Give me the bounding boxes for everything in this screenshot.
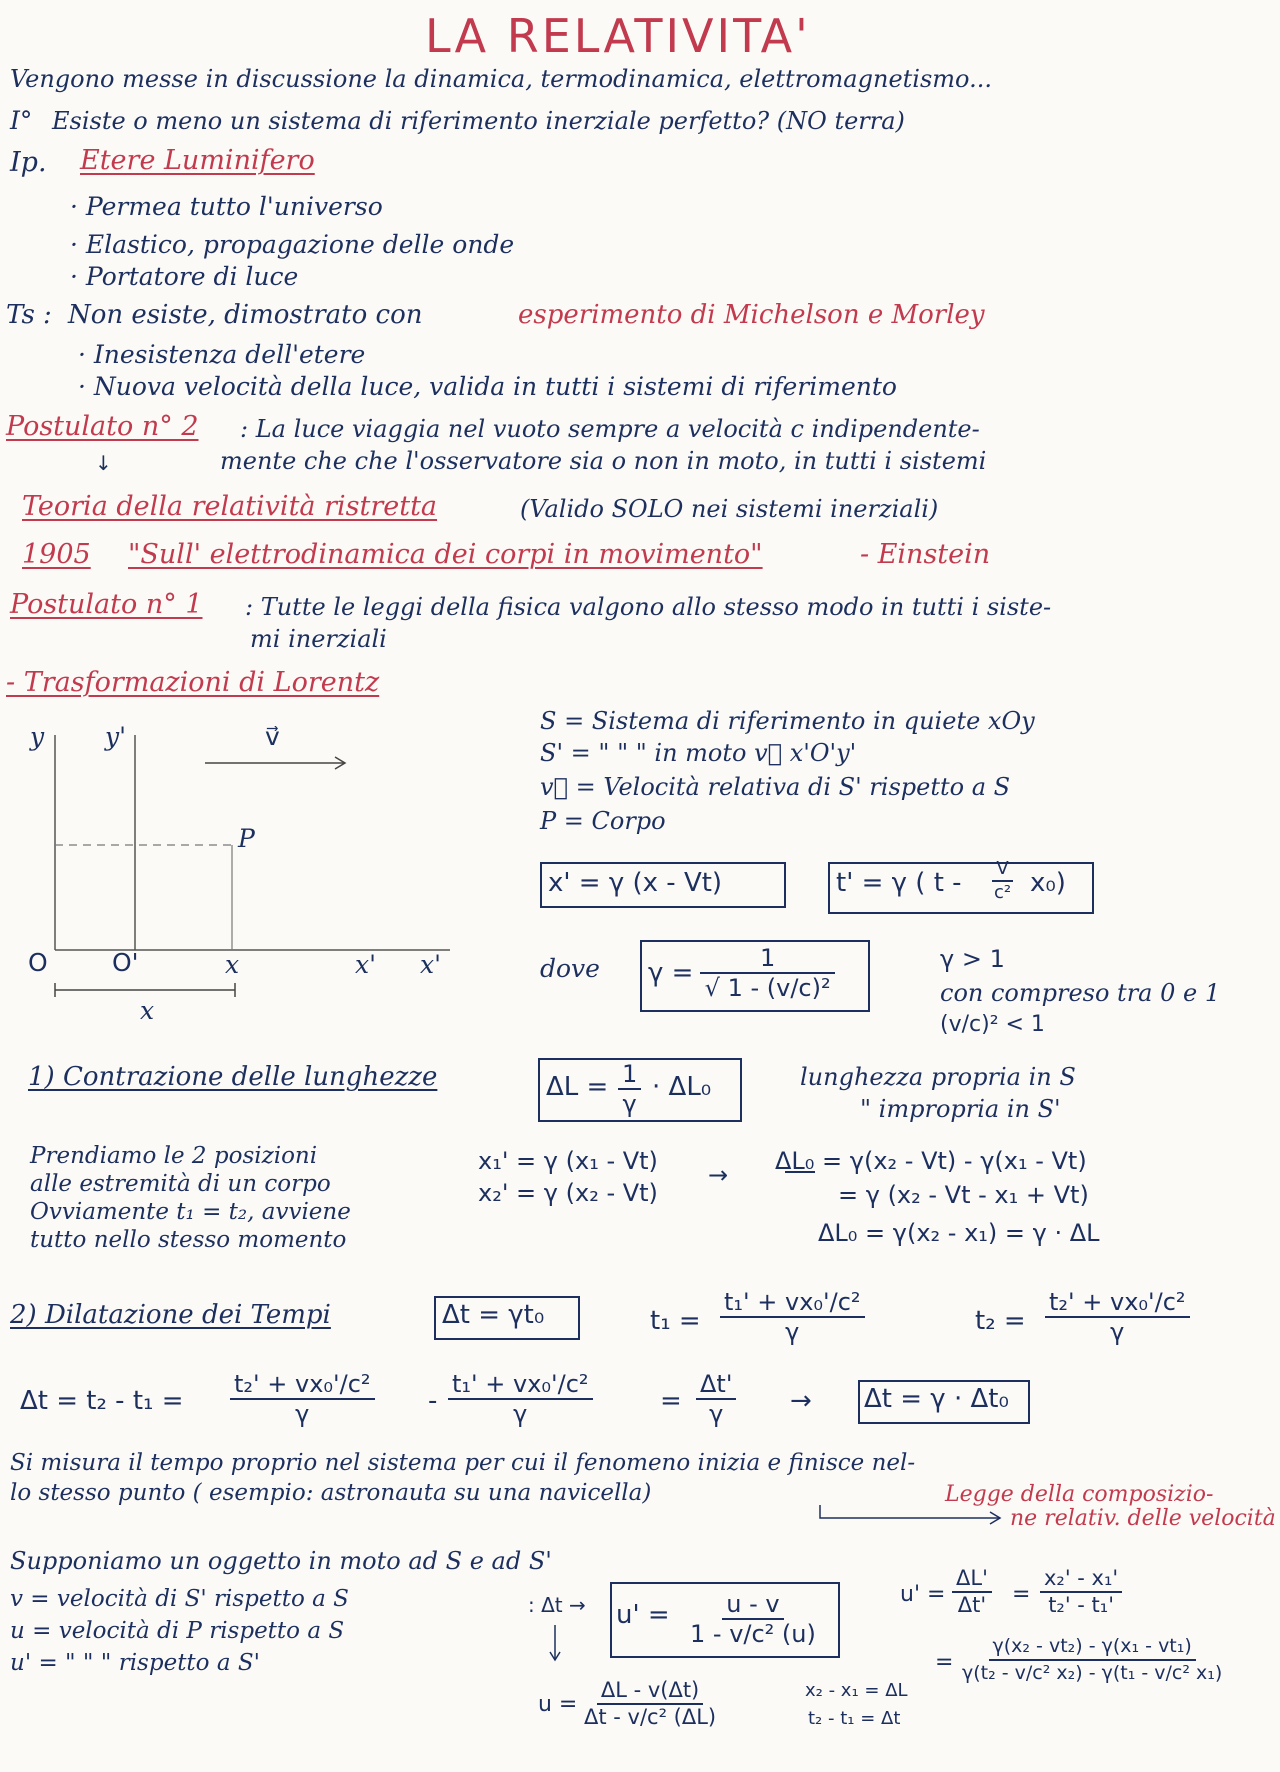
contraction-eq1: x₁' = γ (x₁ - Vt)	[478, 1147, 658, 1175]
composition-title-2: ne relativ. delle velocità	[1010, 1506, 1276, 1531]
contraction-note2: " impropria in S'	[860, 1095, 1061, 1123]
year: 1905	[22, 539, 91, 570]
def-s1: S' = " " " in moto v⃗ x'O'y'	[540, 739, 857, 767]
gamma-frac: $\frac{1}{\text{√ 1 - (v/c)²}}$	[700, 944, 835, 1002]
dt-lhs: Δt = t₂ - t₁ =	[20, 1386, 184, 1416]
page-title: LA RELATIVITA'	[425, 9, 811, 63]
u-lhs: u =	[538, 1692, 578, 1717]
t1-lhs: t₁ =	[650, 1306, 701, 1336]
graph-y: y	[30, 722, 45, 751]
ts-text: Non esiste, dimostrato con	[68, 300, 423, 330]
teoria-title: Teoria della relatività ristretta	[22, 491, 438, 522]
t2-frac: $\frac{\text{t₂' + vx₀'/c²}}{\gamma}$	[1045, 1288, 1190, 1346]
ip-item: · Portatore di luce	[70, 262, 299, 291]
composition-arrow-label: : Δt →	[528, 1593, 586, 1617]
lorentz-t-frac: $\frac{V}{\text{c²}}$	[994, 858, 1012, 903]
proper-time-1: Si misura il tempo proprio nel sistema per cui il fenomeno inizia e finisce nel-	[10, 1450, 916, 1476]
contraction-eq2: x₂' = γ (x₂ - Vt)	[478, 1179, 658, 1207]
contraction-frac: $\frac{1}{\gamma}$	[618, 1060, 641, 1118]
lorentz-t-right: x₀)	[1030, 868, 1066, 898]
dt-box-text: Δt = γ · Δt₀	[864, 1384, 1009, 1414]
ip-q-text: Esiste o meno un sistema di riferimento inerziale perfetto? (NO terra)	[52, 107, 905, 135]
ip-item: · Permea tutto l'universo	[70, 192, 383, 221]
composition-title-1: Legge della composizio-	[945, 1482, 1214, 1507]
r2-frac: $\frac{\text{γ(x₂ - vt₂) - γ(x₁ - vt₁)}}{\text{γ(t₂ - v/c² x₂) - γ(t₁ - v/c² x₁)}}$	[962, 1635, 1223, 1684]
contraction-d2: = γ (x₂ - Vt - x₁ + Vt)	[838, 1181, 1089, 1209]
postulate2-label: Postulato n° 2	[6, 411, 199, 442]
ts-experiment: esperimento di Michelson e Morley	[518, 300, 985, 330]
def-s: S = Sistema di riferimento in quiete xOy	[540, 707, 1035, 735]
graph-p: P	[238, 824, 255, 853]
contraction-expl: tutto nello stesso momento	[30, 1227, 347, 1253]
down-arrow: ↓	[95, 451, 112, 475]
ip-item: · Elastico, propagazione delle onde	[70, 230, 515, 259]
contraction-d1: ΔL₀ = γ(x₂ - Vt) - γ(x₁ - Vt)	[775, 1147, 1087, 1175]
ts-item: · Inesistenza dell'etere	[78, 340, 366, 369]
teoria-note: (Valido SOLO nei sistemi inerziali)	[520, 495, 939, 523]
composition-intro: Supponiamo un oggetto in moto ad S e ad S'	[10, 1547, 552, 1575]
dilation-title: 2) Dilatazione dei Tempi	[10, 1300, 331, 1330]
graph-xp: x'	[355, 950, 376, 979]
graph-x-distance: x	[140, 996, 155, 1025]
contraction-expl: Ovviamente t₁ = t₂, avviene	[30, 1199, 351, 1225]
dt-frac2: $\frac{\text{t₁' + vx₀'/c²}}{\gamma}$	[448, 1370, 593, 1428]
ip-q-label: I°	[10, 106, 33, 135]
graph-xp2: x'	[420, 950, 441, 979]
contraction-lhs: ΔL =	[546, 1072, 609, 1102]
u-frac: $\frac{\Delta L - v(\Delta t)}{\text{Δt - v/c² (ΔL)}}$	[584, 1678, 717, 1729]
lorentz-title: - Trasformazioni di Lorentz	[6, 667, 380, 698]
ip-label: Ip.	[10, 147, 47, 178]
contraction-rhs: · ΔL₀	[652, 1072, 712, 1102]
contraction-arrow: →	[708, 1161, 729, 1189]
composition-box-frac: $\frac{u - v}{\text{1 - v/c² (u)}}$	[690, 1590, 816, 1648]
lorentz-t-left: t' = γ ( t -	[836, 868, 962, 898]
dove-label: dove	[540, 954, 600, 983]
postulate1-text2: mi inerziali	[250, 625, 387, 653]
composition-def: u' = " " " rispetto a S'	[10, 1650, 260, 1676]
composition-def: u = velocità di P rispetto a S	[10, 1618, 345, 1644]
graph-x: x	[225, 950, 240, 979]
ip-title: Etere Luminifero	[80, 145, 315, 176]
einstein: - Einstein	[860, 539, 991, 570]
gamma-note1: γ > 1	[940, 945, 1005, 973]
t2-lhs: t₂ =	[975, 1306, 1026, 1336]
r-lhs: u' =	[900, 1582, 946, 1607]
ts-item: · Nuova velocità della luce, valida in tutti i sistemi di riferimento	[78, 372, 897, 401]
ts-label: Ts :	[6, 300, 52, 330]
composition-box-lhs: u' =	[616, 1600, 670, 1630]
note-t: t₂ - t₁ = Δt	[808, 1708, 901, 1729]
r-frac1: $\frac{\Delta L'}{\Delta t'}$	[952, 1566, 992, 1618]
postulate1-text1: : Tutte le leggi della fisica valgono allo stesso modo in tutti i siste-	[245, 593, 1052, 621]
gamma-note3: (v/c)² < 1	[940, 1012, 1045, 1037]
dt-frac3: $\frac{\Delta t'}{\gamma}$	[696, 1370, 736, 1428]
dt-arrow: →	[790, 1386, 812, 1416]
einstein-paper: "Sull' elettrodinamica dei corpi in movimento"	[128, 539, 763, 570]
gamma-lhs: γ =	[648, 958, 694, 988]
graph-y1: y'	[105, 722, 126, 751]
r2-eq: =	[935, 1650, 954, 1675]
dilation-box-text: Δt = γt₀	[442, 1300, 545, 1330]
postulate1-label: Postulato n° 1	[10, 589, 203, 620]
contraction-note1: lunghezza propria in S	[800, 1063, 1076, 1091]
dt-eq: =	[660, 1386, 682, 1416]
composition-def: v = velocità di S' rispetto a S	[10, 1586, 349, 1612]
contraction-title: 1) Contrazione delle lunghezze	[28, 1062, 438, 1092]
t1-frac: $\frac{\text{t₁' + vx₀'/c²}}{\gamma}$	[720, 1288, 865, 1346]
dt-frac1: $\frac{\text{t₂' + vx₀'/c²}}{\gamma}$	[230, 1370, 375, 1428]
intro-text: Vengono messe in discussione la dinamica, termodinamica, elettromagnetismo...	[10, 65, 992, 93]
dt-minus: -	[428, 1386, 438, 1416]
graph-o: O	[28, 948, 48, 977]
graph-o1: O'	[112, 948, 139, 977]
postulate2-text1: : La luce viaggia nel vuoto sempre a velocità c indipendente-	[240, 415, 980, 443]
contraction-expl: Prendiamo le 2 posizioni	[30, 1143, 318, 1169]
postulate2-text2: mente che che l'osservatore sia o non in moto, in tutti i sistemi	[220, 447, 987, 475]
contraction-d3: ΔL₀ = γ(x₂ - x₁) = γ · ΔL	[818, 1219, 1100, 1247]
lorentz-x: x' = γ (x - Vt)	[548, 868, 723, 898]
contraction-expl: alle estremità di un corpo	[30, 1171, 331, 1197]
r-eq: =	[1012, 1582, 1031, 1607]
note-x: x₂ - x₁ = ΔL	[805, 1680, 908, 1701]
r-frac2: $\frac{\text{x₂' - x₁'}}{\text{t₂' - t₁'}}$	[1040, 1566, 1122, 1618]
def-v: v⃗ = Velocità relativa di S' rispetto a S	[540, 773, 1011, 801]
def-p: P = Corpo	[540, 807, 666, 835]
proper-time-2: lo stesso punto ( esempio: astronauta su una navicella)	[10, 1480, 652, 1506]
gamma-note2: con compreso tra 0 e 1	[940, 979, 1221, 1007]
graph-v: v⃗	[265, 722, 280, 751]
